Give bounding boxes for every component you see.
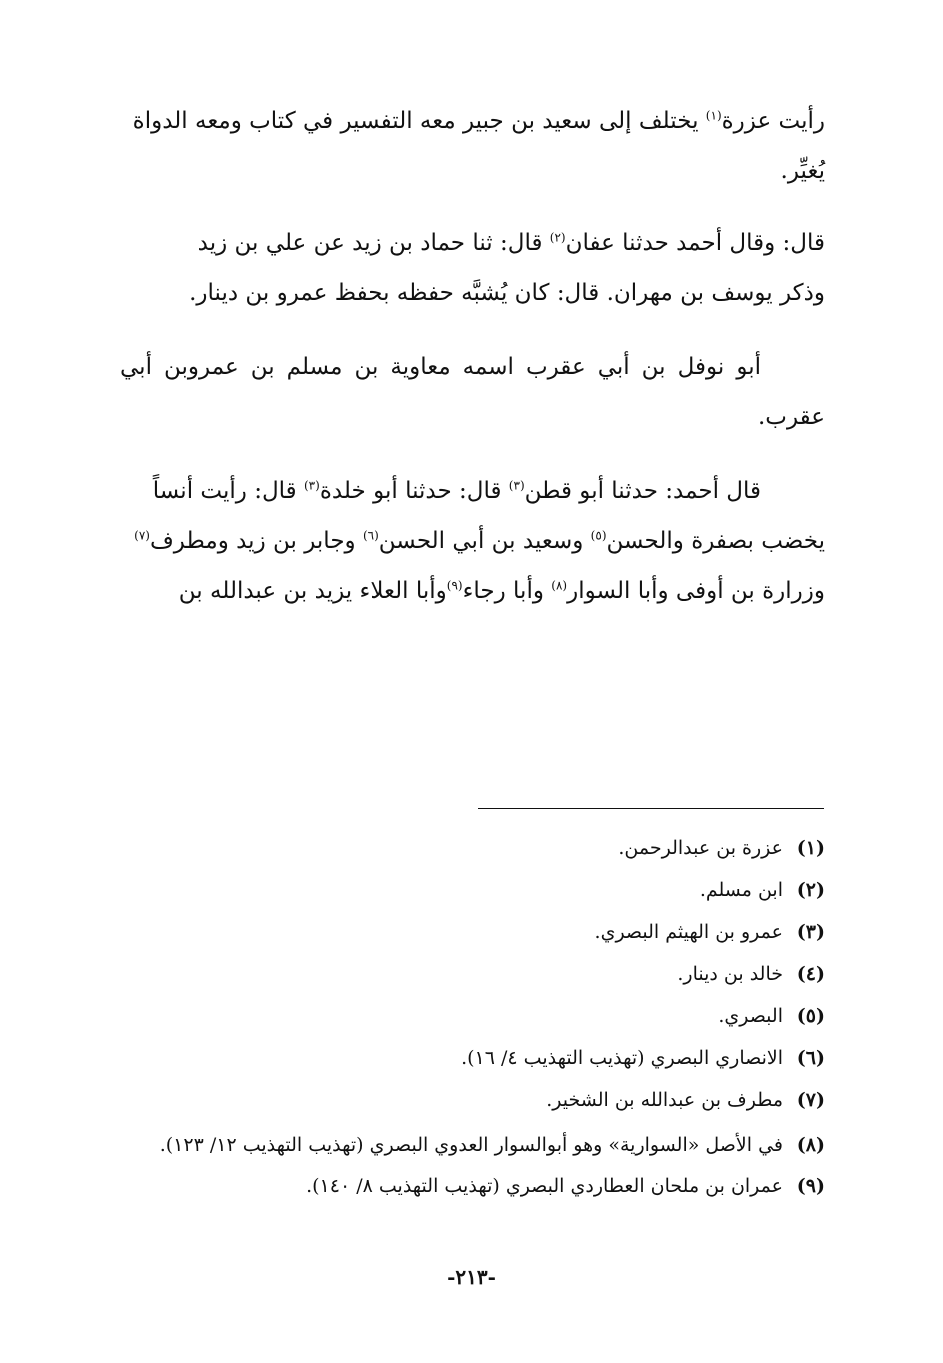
paragraph-2-line-2: وذكر يوسف بن مهران. قال: كان يُشبَّه حفظه بحفظ عمرو بن دينار. [189, 280, 825, 306]
footnote-ref-3: (٣) [508, 478, 525, 493]
footnote-item [120, 1085, 825, 1123]
text-run: وأبا رجاء [462, 578, 552, 604]
text-run: قال أحمد: حدثنا أبو قطن [524, 478, 761, 504]
paragraph-1 [120, 96, 825, 196]
footnote-number: (٨) [796, 1134, 825, 1156]
paragraph-1-line-2: يُغيِّر. [780, 158, 825, 184]
paragraph-4-line-1 [120, 466, 761, 516]
footnote-number: (٤) [796, 963, 825, 985]
footnote-item [120, 1171, 825, 1209]
page-number: -٢١٣- [447, 1265, 496, 1289]
footnote-ref-5: (٥) [590, 528, 607, 543]
footnote-ref-1: (١) [705, 108, 722, 123]
text-run: يخضب بصفرة والحسن [606, 528, 825, 554]
footnote-item [120, 1043, 825, 1081]
paragraph-3 [120, 342, 825, 442]
footnote-item [120, 917, 825, 955]
main-text [120, 96, 825, 616]
footnote-item [120, 833, 825, 871]
footnote-ref-9: (٩) [446, 578, 463, 593]
text-run: وجابر بن زيد ومطرف [149, 528, 363, 554]
footnote-number: (٣) [796, 921, 825, 943]
text-run: وأبا العلاء يزيد بن عبدالله بن [178, 578, 447, 604]
paragraph-4 [120, 466, 825, 616]
footnote-separator [478, 808, 824, 809]
paragraph-4-line-2 [120, 516, 825, 566]
footnote-ref-4: (٣) [303, 478, 320, 493]
text-run: رأيت عزرة [721, 108, 825, 134]
paragraph-2-line-1 [120, 218, 825, 268]
paragraph-3-line-1: أبو نوفل بن أبي عقرب اسمه معاوية بن مسلم بن عمروبن أبي [120, 354, 761, 380]
footnote-number: (٧) [796, 1089, 825, 1111]
text-run: يختلف إلى سعيد بن جبير معه التفسير في كتاب ومعه الدواة [132, 108, 706, 134]
footnote-text: عمرو بن الهيثم البصري. [594, 921, 783, 943]
footnote-ref-2: (٢) [549, 230, 566, 245]
footnote-text: ابن مسلم. [699, 879, 783, 901]
footnote-number: (٢) [796, 879, 825, 901]
paragraph-2 [120, 218, 825, 318]
text-run: وزرارة بن أوفى وأبا السوار [567, 578, 825, 604]
text-run: قال: ثنا حماد بن زيد عن علي بن زيد [197, 230, 550, 256]
footnote-text: البصري. [718, 1005, 783, 1027]
footnote-number: (٩) [796, 1175, 825, 1197]
text-run: قال: حدثنا أبو خلدة [319, 478, 509, 504]
footnote-text: مطرف بن عبدالله بن الشخير. [546, 1089, 783, 1111]
footnote-number: (٦) [796, 1047, 825, 1069]
footnote-text: عمران بن ملحان العطاردي البصري (تهذيب التهذيب ٨/ ١٤٠). [306, 1175, 783, 1197]
footnote-text: خالد بن دينار. [677, 963, 783, 985]
footnote-ref-8: (٨) [551, 578, 568, 593]
footnote-text: الانصاري البصري (تهذيب التهذيب ٤/ ١٦). [461, 1047, 783, 1069]
footnote-text: في الأصل «السوارية» وهو أبوالسوار العدوي البصري (تهذيب التهذيب ١٢/ ١٢٣). [159, 1134, 783, 1156]
text-run: قال: رأيت أنساً [152, 478, 304, 504]
footnote-ref-7: (٧) [134, 528, 150, 543]
footnote-item [120, 959, 825, 997]
footnote-item [120, 1127, 825, 1165]
footnote-item [120, 1001, 825, 1039]
text-run: قال: وقال أحمد حدثنا عفان [565, 230, 825, 256]
footnote-item [120, 875, 825, 913]
footnote-number: (٥) [796, 1005, 825, 1027]
paragraph-1-line-1 [120, 96, 825, 146]
footnote-number: (١) [796, 837, 825, 859]
footnotes [120, 833, 825, 1213]
text-run: وسعيد بن أبي الحسن [378, 528, 591, 554]
paragraph-4-line-3 [120, 566, 825, 616]
paragraph-3-line-2: عقرب. [757, 404, 825, 430]
footnote-text: عزرة بن عبدالرحمن. [618, 837, 783, 859]
footnote-ref-6: (٦) [362, 528, 379, 543]
